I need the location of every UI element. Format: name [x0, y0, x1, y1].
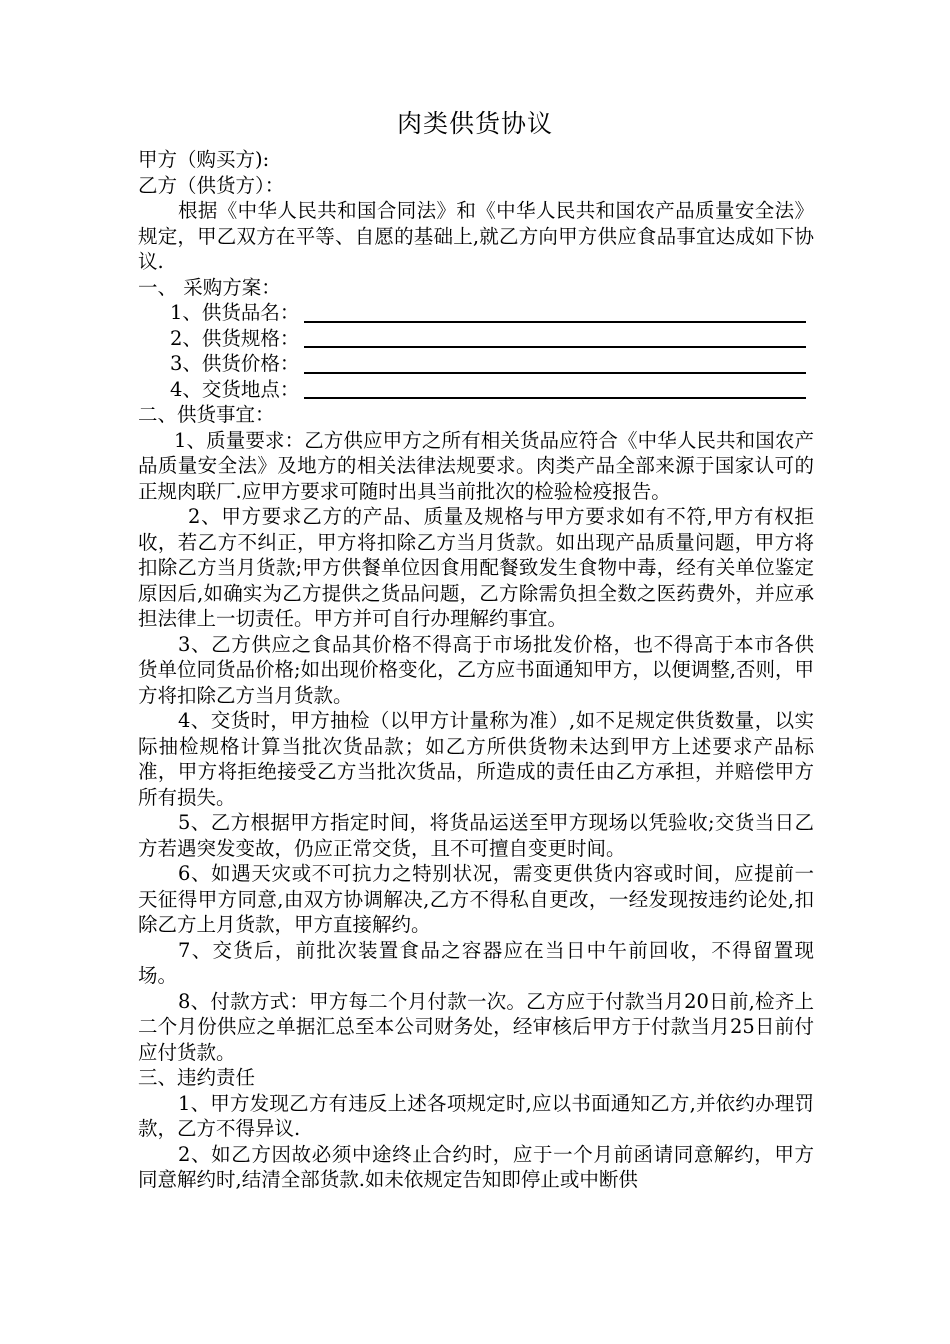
item-label: 2、供货规格： — [170, 326, 300, 350]
fill-in-blank-line — [304, 372, 806, 374]
clause-delivery-time: 5、乙方根据甲方指定时间，将货品运送至甲方现场以凭验收;交货当日乙方若遇突发变故，仍应正常交货，且不可擅自变更时间。 — [138, 811, 814, 860]
clause-price: 3、乙方供应之食品其价格不得高于市场批发价格，也不得高于本市各供货单位同货品价格;如出现价格变化，乙方应书面通知甲方，以便调整,否则，甲方将扣除乙方当月货款。 — [138, 632, 814, 707]
clause-containers: 7、交货后，前批次装置食品之容器应在当日中午前回收，不得留置现场。 — [138, 938, 814, 987]
item-label: 3、供货价格： — [170, 352, 300, 375]
clause-quality: 1、质量要求：乙方供应甲方之所有相关货品应符合《中华人民共和国农产品质量安全法》及地方的相关法律法规要求。肉类产品全部来源于国家认可的正规肉联厂.应甲方要求可随时出具当前批次的检验检疫报告。 — [138, 428, 814, 503]
fill-in-blank-line — [304, 346, 806, 348]
item-specification — [138, 326, 814, 352]
clause-termination: 2、如乙方因故必须中途终止合约时，应于一个月前函请同意解约，甲方同意解约时,结清全部货款.如未依规定告知即停止或中断供 — [138, 1142, 814, 1191]
fill-in-blank-line — [304, 321, 806, 323]
section-3-heading: 三、违约责任 — [138, 1066, 256, 1089]
party-b-line: 乙方（供货方）： — [138, 173, 285, 197]
item-label: 4、交货地点： — [170, 377, 300, 401]
preamble-paragraph: 根据《中华人民共和国合同法》和《中华人民共和国农产品质量安全法》规定，甲乙双方在平等、自愿的基础上,就乙方向甲方供应食品事宜达成如下协议. — [138, 199, 814, 273]
fill-in-blank-line — [304, 397, 806, 399]
section-1-heading: 一、 采购方案： — [138, 275, 281, 299]
clause-force-majeure: 6、如遇天灾或不可抗力之特别状况，需变更供货内容或时间，应提前一天征得甲方同意,由双方协调解决,乙方不得私自更改，一经发现按违约论处,扣除乙方上月货款，甲方直接解约。 — [138, 862, 814, 936]
clause-inspection: 4、交货时，甲方抽检（以甲方计量称为准）,如不足规定供货数量，以实际抽检规格计算当批次货品款；如乙方所供货物未达到甲方上述要求产品标准，甲方将拒绝接受乙方当批次货品，所造成的责任由乙方承担，并赔偿甲方所有损失。 — [138, 709, 814, 809]
item-product-name — [138, 300, 814, 326]
item-price — [138, 351, 814, 377]
document-title: 肉类供货协议 — [396, 109, 553, 138]
clause-penalty: 1、甲方发现乙方有违反上述各项规定时,应以书面通知乙方,并依约办理罚款，乙方不得异议. — [138, 1091, 814, 1140]
clause-payment: 8、付款方式：甲方每二个月付款一次。乙方应于付款当月20日前,检齐上二个月份供应之单据汇总至本公司财务处，经审核后甲方于付款当月25日前付应付货款。 — [138, 989, 814, 1064]
party-a-line: 甲方（购买方): — [138, 148, 270, 171]
item-delivery-location — [138, 377, 814, 403]
section-2-heading: 二、供货事宜： — [138, 403, 275, 426]
clause-rejection: 2、甲方要求乙方的产品、质量及规格与甲方要求如有不符,甲方有权拒收，若乙方不纠正，甲方将扣除乙方当月货款。如出现产品质量问题，甲方将扣除乙方当月货款;甲方供餐单位因食用配餐致发生食物中毒，经有关单位鉴定原因后,如确实为乙方提供之货品问题，乙方除需负担全数之医药费外，并应承担法律上一切责任。甲方并可自行办理解约事宜。 — [138, 505, 814, 630]
item-label: 1、供货品名： — [170, 301, 300, 324]
document-body — [138, 147, 814, 1193]
